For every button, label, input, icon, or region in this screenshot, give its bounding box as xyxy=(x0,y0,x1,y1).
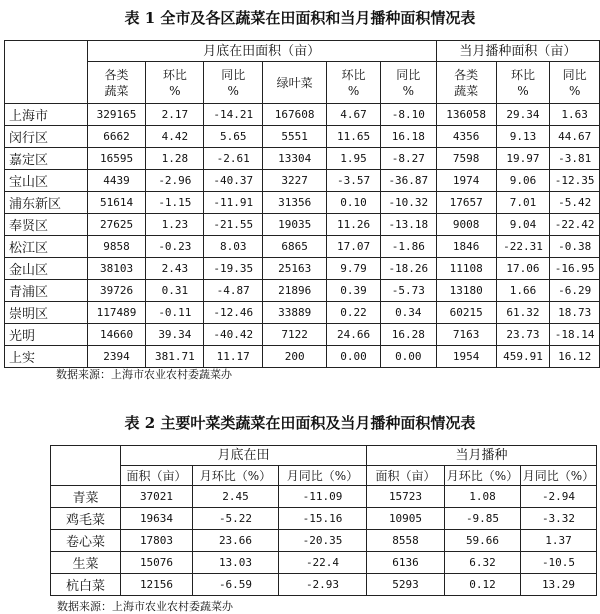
t1-cell: -19.35 xyxy=(204,258,263,280)
t2-cell: 59.66 xyxy=(445,530,521,552)
t1-col-sown-yoy: 同比 % xyxy=(550,62,600,104)
t2-cell: 1.37 xyxy=(521,530,597,552)
t2-cell: 6136 xyxy=(367,552,445,574)
t1-cell: 9.13 xyxy=(496,126,550,148)
t1-cell: 9858 xyxy=(87,236,146,258)
t1-cell: -11.91 xyxy=(204,192,263,214)
t1-cell: 2394 xyxy=(87,346,146,368)
t1-cell: 17.06 xyxy=(496,258,550,280)
t1-cell: 27625 xyxy=(87,214,146,236)
t1-cell: 17657 xyxy=(436,192,496,214)
table1-source: 数据来源：上海市农业农村委蔬菜办 xyxy=(56,368,232,381)
t1-region-label: 奉贤区 xyxy=(5,214,88,236)
t1-cell: 24.66 xyxy=(327,324,381,346)
t1-row xyxy=(5,258,600,280)
t2-col-sown-yoy: 月同比（%） xyxy=(521,466,597,486)
t2-cell: -3.32 xyxy=(521,508,597,530)
t1-cell: 1.63 xyxy=(550,104,600,126)
t2-group-sown: 当月播种 xyxy=(367,446,597,466)
t1-cell: -12.46 xyxy=(204,302,263,324)
t1-cell: 25163 xyxy=(263,258,327,280)
t1-cell: 0.00 xyxy=(327,346,381,368)
corner-cell xyxy=(5,41,88,104)
t1-row xyxy=(5,170,600,192)
t1-cell: -21.55 xyxy=(204,214,263,236)
t1-cell: 44.67 xyxy=(550,126,600,148)
t1-cell: 16.18 xyxy=(380,126,436,148)
t2-col-yoy: 月同比（%） xyxy=(279,466,367,486)
t2-col-sown-area: 面积（亩） xyxy=(367,466,445,486)
t1-cell: 4439 xyxy=(87,170,146,192)
t2-cell: -6.59 xyxy=(193,574,279,596)
t1-cell: 29.34 xyxy=(496,104,550,126)
t1-cell: -18.26 xyxy=(380,258,436,280)
t1-col-mom: 环比 % xyxy=(146,62,204,104)
t1-cell: 7.01 xyxy=(496,192,550,214)
t1-cell: 1846 xyxy=(436,236,496,258)
t1-cell: 14660 xyxy=(87,324,146,346)
t1-cell: 0.31 xyxy=(146,280,204,302)
t1-cell: 16.28 xyxy=(380,324,436,346)
t1-cell: -18.14 xyxy=(550,324,600,346)
t1-cell: 61.32 xyxy=(496,302,550,324)
t1-cell: 3227 xyxy=(263,170,327,192)
t1-cell: -2.96 xyxy=(146,170,204,192)
table2-title: 表 2 主要叶菜类蔬菜在田面积及当月播种面积情况表 xyxy=(124,414,476,432)
t1-cell: -0.38 xyxy=(550,236,600,258)
t2-cell: -2.94 xyxy=(521,486,597,508)
t1-row xyxy=(5,126,600,148)
t2-row xyxy=(51,486,597,508)
t1-cell: 13180 xyxy=(436,280,496,302)
t1-cell: 1.23 xyxy=(146,214,204,236)
t1-region-label: 浦东新区 xyxy=(5,192,88,214)
t1-cell: 0.22 xyxy=(327,302,381,324)
t1-cell: 13304 xyxy=(263,148,327,170)
t1-cell: 1974 xyxy=(436,170,496,192)
t1-cell: 200 xyxy=(263,346,327,368)
t2-cell: 1.08 xyxy=(445,486,521,508)
t2-cell: 15076 xyxy=(121,552,193,574)
t1-row xyxy=(5,148,600,170)
t1-cell: 19.97 xyxy=(496,148,550,170)
t2-cell: 23.66 xyxy=(193,530,279,552)
t1-cell: 7163 xyxy=(436,324,496,346)
t1-cell: -0.23 xyxy=(146,236,204,258)
t2-row xyxy=(51,508,597,530)
t1-cell: -40.42 xyxy=(204,324,263,346)
t2-cell: 10905 xyxy=(367,508,445,530)
t2-veg-label: 卷心菜 xyxy=(51,530,121,552)
t2-cell: 5293 xyxy=(367,574,445,596)
t2-cell: 0.12 xyxy=(445,574,521,596)
t1-cell: 6662 xyxy=(87,126,146,148)
t1-cell: 39726 xyxy=(87,280,146,302)
t1-cell: -6.29 xyxy=(550,280,600,302)
table2-source: 数据来源：上海市农业农村委蔬菜办 xyxy=(57,600,233,613)
t1-cell: 329165 xyxy=(87,104,146,126)
t2-cell: 13.03 xyxy=(193,552,279,574)
t2-cell: -11.09 xyxy=(279,486,367,508)
t1-col-yoy: 同比 % xyxy=(204,62,263,104)
t2-row xyxy=(51,530,597,552)
t1-cell: -0.11 xyxy=(146,302,204,324)
t1-cell: 0.10 xyxy=(327,192,381,214)
t2-cell: -15.16 xyxy=(279,508,367,530)
table1 xyxy=(4,40,600,368)
t1-region-label: 闵行区 xyxy=(5,126,88,148)
t2-corner-cell xyxy=(51,446,121,486)
t1-region-label: 上实 xyxy=(5,346,88,368)
t1-cell: 7122 xyxy=(263,324,327,346)
t1-col-sown-mom: 环比 % xyxy=(496,62,550,104)
t1-cell: 167608 xyxy=(263,104,327,126)
t1-cell: 11.26 xyxy=(327,214,381,236)
t2-group-in-field: 月底在田 xyxy=(121,446,367,466)
t1-cell: -3.57 xyxy=(327,170,381,192)
t1-cell: 4.67 xyxy=(327,104,381,126)
t1-cell: -8.27 xyxy=(380,148,436,170)
t2-cell: -5.22 xyxy=(193,508,279,530)
t2-cell: 12156 xyxy=(121,574,193,596)
t1-cell: 7598 xyxy=(436,148,496,170)
t1-cell: 6865 xyxy=(263,236,327,258)
table1-title: 表 1 全市及各区蔬菜在田面积和当月播种面积情况表 xyxy=(124,9,476,27)
t1-cell: 0.39 xyxy=(327,280,381,302)
t1-row xyxy=(5,302,600,324)
t1-cell: 1.95 xyxy=(327,148,381,170)
t2-veg-label: 鸡毛菜 xyxy=(51,508,121,530)
t1-row xyxy=(5,280,600,302)
t2-cell: 19634 xyxy=(121,508,193,530)
t1-cell: 0.34 xyxy=(380,302,436,324)
t1-cell: 31356 xyxy=(263,192,327,214)
t1-col-leafy: 绿叶菜 xyxy=(263,62,327,104)
t2-cell: -2.93 xyxy=(279,574,367,596)
t1-cell: 18.73 xyxy=(550,302,600,324)
t2-veg-label: 杭白菜 xyxy=(51,574,121,596)
t1-cell: 1954 xyxy=(436,346,496,368)
t2-col-sown-mom: 月环比（%） xyxy=(445,466,521,486)
t1-cell: -16.95 xyxy=(550,258,600,280)
t1-cell: -12.35 xyxy=(550,170,600,192)
t1-cell: -22.31 xyxy=(496,236,550,258)
t1-row xyxy=(5,236,600,258)
t1-cell: 19035 xyxy=(263,214,327,236)
t1-row xyxy=(5,346,600,368)
t1-cell: 51614 xyxy=(87,192,146,214)
t1-cell: 21896 xyxy=(263,280,327,302)
t1-region-label: 嘉定区 xyxy=(5,148,88,170)
t1-cell: 11108 xyxy=(436,258,496,280)
t1-col-all-veg: 各类 蔬菜 xyxy=(87,62,146,104)
t1-cell: 9.04 xyxy=(496,214,550,236)
t1-group-in-field: 月底在田面积（亩） xyxy=(87,41,436,62)
t1-cell: 9008 xyxy=(436,214,496,236)
t2-veg-label: 生菜 xyxy=(51,552,121,574)
t2-col-mom: 月环比（%） xyxy=(193,466,279,486)
t1-col-sown-all: 各类 蔬菜 xyxy=(436,62,496,104)
t1-region-label: 崇明区 xyxy=(5,302,88,324)
t1-cell: -1.15 xyxy=(146,192,204,214)
t2-cell: 8558 xyxy=(367,530,445,552)
t1-cell: -1.86 xyxy=(380,236,436,258)
t1-cell: -36.87 xyxy=(380,170,436,192)
t1-cell: 9.06 xyxy=(496,170,550,192)
t1-group-sown: 当月播种面积（亩） xyxy=(436,41,599,62)
t1-cell: 38103 xyxy=(87,258,146,280)
t1-cell: 5551 xyxy=(263,126,327,148)
t1-cell: 117489 xyxy=(87,302,146,324)
t1-cell: 8.03 xyxy=(204,236,263,258)
t2-veg-label: 青菜 xyxy=(51,486,121,508)
t2-cell: -10.5 xyxy=(521,552,597,574)
t1-col-leafy-yoy: 同比 % xyxy=(380,62,436,104)
t1-cell: -8.10 xyxy=(380,104,436,126)
t1-cell: 11.17 xyxy=(204,346,263,368)
t2-col-area: 面积（亩） xyxy=(121,466,193,486)
t1-cell: -5.42 xyxy=(550,192,600,214)
t1-cell: 1.66 xyxy=(496,280,550,302)
t1-row xyxy=(5,104,600,126)
t2-cell: -22.4 xyxy=(279,552,367,574)
t1-cell: 1.28 xyxy=(146,148,204,170)
t1-col-leafy-mom: 环比 % xyxy=(327,62,381,104)
t2-cell: 15723 xyxy=(367,486,445,508)
t2-row xyxy=(51,574,597,596)
t1-cell: 23.73 xyxy=(496,324,550,346)
t1-region-label: 光明 xyxy=(5,324,88,346)
t1-cell: 11.65 xyxy=(327,126,381,148)
t2-row xyxy=(51,552,597,574)
t1-region-label: 宝山区 xyxy=(5,170,88,192)
t1-cell: -3.81 xyxy=(550,148,600,170)
t1-region-label: 青浦区 xyxy=(5,280,88,302)
t2-cell: 17803 xyxy=(121,530,193,552)
t1-cell: 5.65 xyxy=(204,126,263,148)
t1-cell: 16.12 xyxy=(550,346,600,368)
t2-cell: 2.45 xyxy=(193,486,279,508)
t1-cell: 16595 xyxy=(87,148,146,170)
t1-row xyxy=(5,214,600,236)
t1-cell: -2.61 xyxy=(204,148,263,170)
t1-cell: 33889 xyxy=(263,302,327,324)
t2-cell: -20.35 xyxy=(279,530,367,552)
t1-cell: 136058 xyxy=(436,104,496,126)
t1-cell: 2.17 xyxy=(146,104,204,126)
t1-cell: -14.21 xyxy=(204,104,263,126)
t2-cell: 37021 xyxy=(121,486,193,508)
t1-cell: 60215 xyxy=(436,302,496,324)
t1-cell: 459.91 xyxy=(496,346,550,368)
t1-cell: -13.18 xyxy=(380,214,436,236)
t1-region-label: 上海市 xyxy=(5,104,88,126)
t2-cell: -9.85 xyxy=(445,508,521,530)
t2-cell: 6.32 xyxy=(445,552,521,574)
t2-cell: 13.29 xyxy=(521,574,597,596)
t1-cell: 17.07 xyxy=(327,236,381,258)
t1-cell: 2.43 xyxy=(146,258,204,280)
table2 xyxy=(50,445,597,596)
t1-cell: 4356 xyxy=(436,126,496,148)
t1-cell: 4.42 xyxy=(146,126,204,148)
t1-cell: -10.32 xyxy=(380,192,436,214)
t1-cell: -40.37 xyxy=(204,170,263,192)
t1-cell: -5.73 xyxy=(380,280,436,302)
t1-cell: 39.34 xyxy=(146,324,204,346)
t1-region-label: 松江区 xyxy=(5,236,88,258)
t1-region-label: 金山区 xyxy=(5,258,88,280)
t1-cell: -22.42 xyxy=(550,214,600,236)
t1-cell: 381.71 xyxy=(146,346,204,368)
t1-row xyxy=(5,192,600,214)
t1-cell: -4.87 xyxy=(204,280,263,302)
t1-row xyxy=(5,324,600,346)
t1-cell: 0.00 xyxy=(380,346,436,368)
t1-cell: 9.79 xyxy=(327,258,381,280)
